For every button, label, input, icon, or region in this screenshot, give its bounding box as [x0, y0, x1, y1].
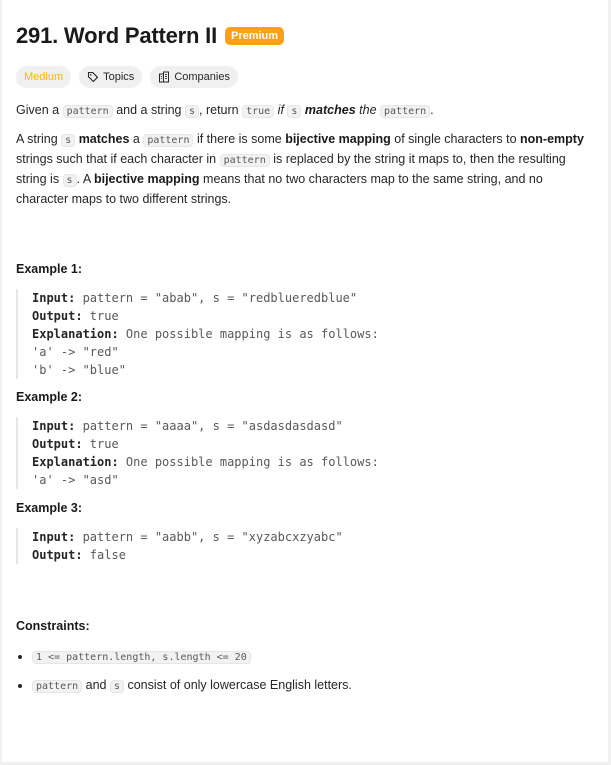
inline-code: pattern — [63, 105, 113, 118]
text: consist of only lowercase English letters. — [124, 678, 352, 692]
example-input — [32, 417, 596, 435]
output-label: Output: — [32, 548, 83, 562]
input-label: Input: — [32, 291, 76, 305]
inline-code: pattern — [380, 105, 430, 118]
text: of single characters to — [390, 132, 521, 146]
example-2-block — [16, 417, 596, 489]
explanation-label: Explanation: — [32, 455, 119, 469]
input-label: Input: — [32, 419, 76, 433]
inline-code: true — [242, 105, 274, 118]
output-value: true — [82, 309, 119, 323]
output-label: Output: — [32, 437, 83, 451]
explanation-line: 'a' -> "red" — [32, 345, 119, 359]
text: and — [82, 678, 110, 692]
text: . A — [76, 172, 94, 186]
bold-text: bijective mapping — [93, 172, 200, 186]
problem-title[interactable]: 291. Word Pattern II — [16, 23, 217, 48]
explanation-label: Explanation: — [32, 327, 119, 341]
example-explanation — [32, 325, 596, 343]
inline-code: pattern — [143, 134, 193, 147]
topics-button[interactable] — [79, 66, 142, 88]
example-output — [32, 435, 596, 453]
inline-code: 1 <= pattern.length, s.length <= 20 — [32, 651, 251, 664]
explanation-value: One possible mapping is as follows: — [118, 327, 379, 341]
example-explanation — [32, 453, 596, 471]
example-1-block — [16, 289, 596, 379]
bold-text: matches — [78, 132, 130, 146]
text: means that no two characters map to the same string, and no character maps to two different strings. — [16, 172, 543, 206]
inline-code: pattern — [220, 154, 270, 167]
example-3-title: Example 3: — [16, 501, 83, 515]
bold-text: non-empty — [520, 132, 584, 146]
inline-code: pattern — [32, 680, 82, 693]
text: if there is some — [193, 132, 286, 146]
text: , return — [199, 103, 243, 117]
left-border — [0, 0, 2, 765]
constraints-title: Constraints: — [16, 619, 90, 633]
inline-code: s — [110, 680, 124, 693]
bold-text: bijective mapping — [285, 132, 391, 146]
constraint-item — [16, 676, 596, 696]
input-value: pattern = "aaaa", s = "asdasdasdasd" — [75, 419, 343, 433]
text: strings such that if each character in — [16, 152, 220, 166]
example-input — [32, 528, 596, 546]
bold-italic-text: matches — [304, 103, 356, 117]
inline-code: s — [287, 105, 301, 118]
example-input — [32, 289, 596, 307]
text: and a string — [112, 103, 185, 117]
example-1-title: Example 1: — [16, 262, 83, 276]
text: Given a — [16, 103, 63, 117]
explanation-line: 'a' -> "asd" — [32, 473, 119, 487]
constraints-list — [16, 647, 596, 696]
description-paragraph-1 — [16, 101, 596, 121]
inline-code: s — [61, 134, 75, 147]
description-paragraph-2 — [16, 130, 596, 209]
explanation-value: One possible mapping is as follows: — [118, 455, 379, 469]
topics-label: Topics — [103, 71, 135, 83]
input-value: pattern = "aabb", s = "xyzabcxzyabc" — [75, 530, 343, 544]
example-2-title: Example 2: — [16, 390, 83, 404]
input-label: Input: — [32, 530, 76, 544]
output-value: false — [82, 548, 126, 562]
tag-row — [16, 66, 596, 88]
italic-text: if — [277, 103, 284, 117]
italic-text: the — [359, 103, 377, 117]
input-value: pattern = "abab", s = "redblueredblue" — [75, 291, 358, 305]
text: is replaced by the string it maps to, then the resulting string is — [16, 152, 566, 186]
example-output — [32, 546, 596, 564]
problem-content — [16, 22, 596, 705]
text: a — [129, 132, 144, 146]
output-value: true — [82, 437, 119, 451]
output-label: Output: — [32, 309, 83, 323]
constraint-item — [16, 647, 596, 667]
text: . — [430, 103, 434, 117]
companies-label: Companies — [174, 71, 230, 83]
building-icon — [158, 71, 170, 83]
companies-button[interactable] — [150, 66, 238, 88]
inline-code: s — [63, 174, 77, 187]
difficulty-badge: Medium — [16, 66, 71, 88]
example-output — [32, 307, 596, 325]
inline-code: s — [185, 105, 199, 118]
text: A string — [16, 132, 62, 146]
explanation-line: 'b' -> "blue" — [32, 363, 126, 377]
premium-badge[interactable]: Premium — [225, 27, 284, 45]
title-row — [16, 22, 596, 50]
tag-icon — [87, 71, 99, 83]
example-3-block — [16, 528, 596, 564]
